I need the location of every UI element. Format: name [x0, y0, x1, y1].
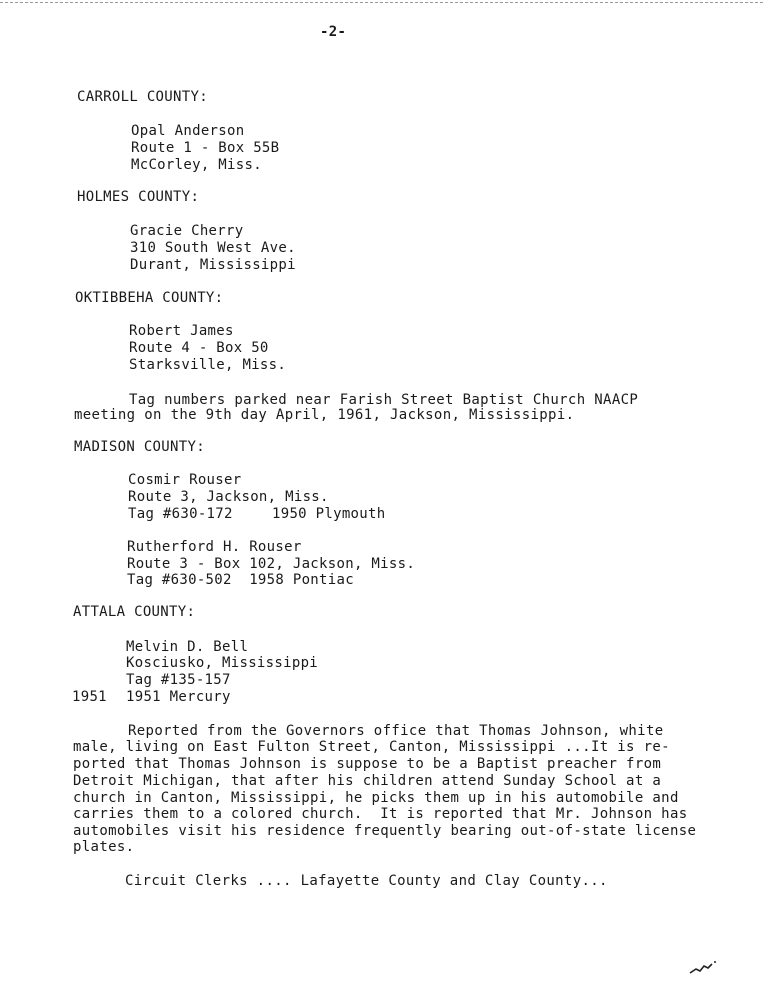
report-paragraph-line: automobiles visit his residence frequently bearing out-of-state license: [73, 823, 697, 839]
address-line: Cosmir Rouser: [128, 472, 242, 488]
address-line: Route 1 - Box 55B: [131, 140, 280, 156]
address-line: McCorley, Miss.: [131, 157, 262, 173]
carroll-county-heading: CARROLL COUNTY:: [77, 89, 208, 105]
address-line: Kosciusko, Mississippi: [126, 655, 319, 671]
vehicle: 1951 Mercury: [126, 689, 231, 705]
report-paragraph-line: male, living on East Fulton Street, Canton, Mississippi ...It is re-: [73, 739, 670, 755]
address-line: Route 3 - Box 102, Jackson, Miss.: [127, 556, 416, 572]
address-line: Opal Anderson: [131, 123, 245, 139]
report-paragraph-line: plates.: [73, 839, 135, 855]
address-line: Route 3, Jackson, Miss.: [128, 489, 329, 505]
handwritten-mark-icon: [688, 958, 718, 976]
address-line: Route 4 - Box 50: [129, 340, 269, 356]
page-number: -2-: [320, 24, 347, 40]
vehicle: 1950 Plymouth: [272, 506, 386, 522]
address-line: 310 South West Ave.: [130, 240, 296, 256]
tag-number: Tag #630-172: [128, 506, 233, 522]
address-line: Robert James: [129, 323, 234, 339]
address-line: Rutherford H. Rouser: [127, 539, 302, 555]
report-paragraph-line: carries them to a colored church. It is reported that Mr. Johnson has: [73, 806, 688, 822]
tag-number: Tag #135-157: [126, 672, 231, 688]
holmes-county-heading: HOLMES COUNTY:: [77, 189, 200, 205]
margin-year: 1951: [72, 689, 107, 705]
report-paragraph-line: Reported from the Governors office that Thomas Johnson, white: [128, 723, 664, 739]
madison-county-heading: MADISON COUNTY:: [74, 439, 205, 455]
top-border: [0, 2, 763, 3]
attala-county-heading: ATTALA COUNTY:: [73, 604, 196, 620]
tag-number: Tag #630-502 1958 Pontiac: [127, 572, 354, 588]
oktibbeha-county-heading: OKTIBBEHA COUNTY:: [75, 290, 224, 306]
address-line: Gracie Cherry: [130, 223, 244, 239]
address-line: Melvin D. Bell: [126, 639, 249, 655]
report-paragraph-line: ported that Thomas Johnson is suppose to be a Baptist preacher from: [73, 756, 662, 772]
address-line: Durant, Mississippi: [130, 257, 296, 273]
report-paragraph-line: Detroit Michigan, that after his children attend Sunday School at a: [73, 773, 662, 789]
tag-paragraph-line: Tag numbers parked near Farish Street Baptist Church NAACP: [129, 392, 639, 408]
address-line: Starksville, Miss.: [129, 357, 287, 373]
circuit-clerks-line: Circuit Clerks .... Lafayette County and Clay County...: [125, 873, 608, 889]
report-paragraph-line: church in Canton, Mississippi, he picks them up in his automobile and: [73, 790, 679, 806]
tag-paragraph-line: meeting on the 9th day April, 1961, Jackson, Mississippi.: [74, 407, 575, 423]
